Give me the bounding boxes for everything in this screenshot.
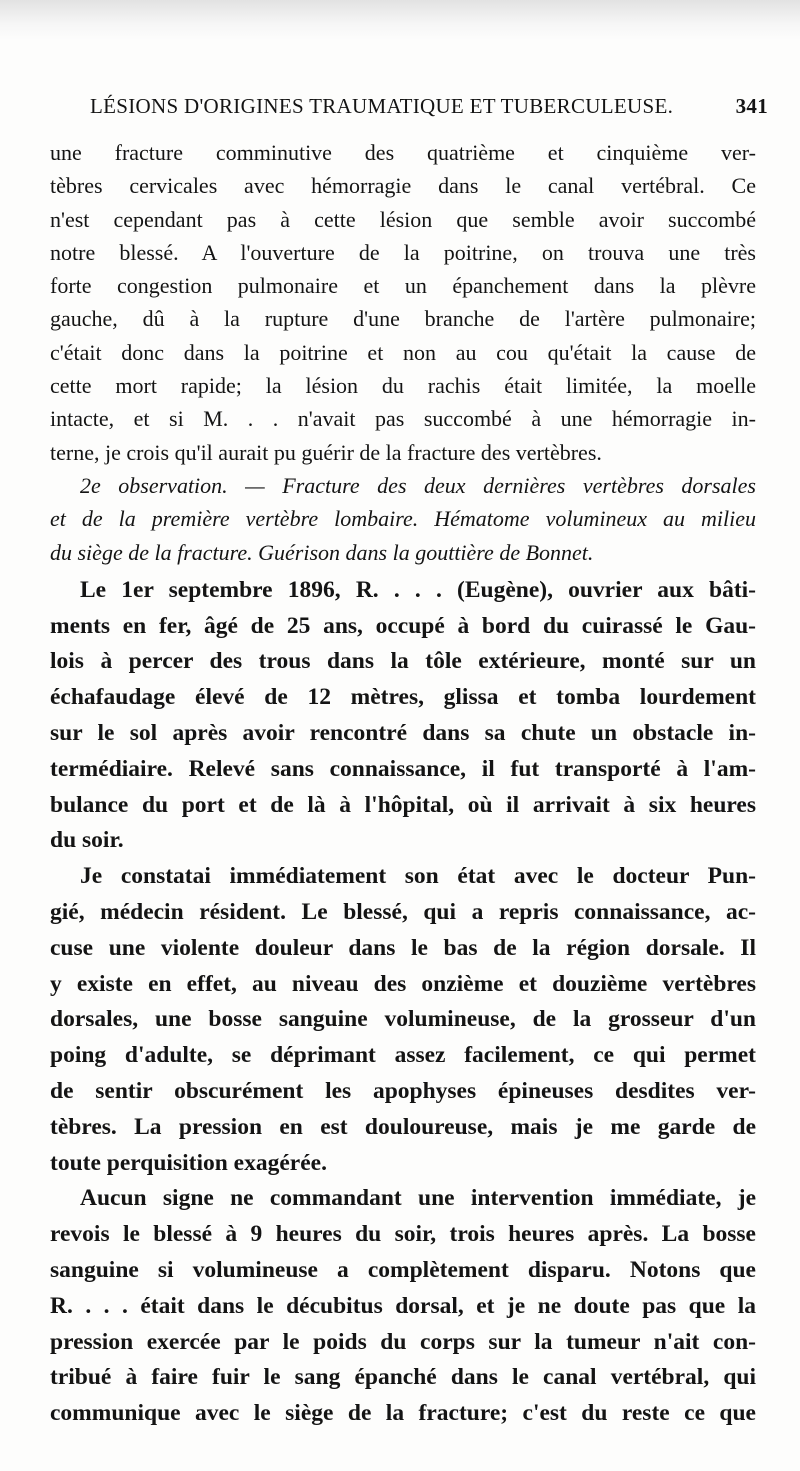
text-line: Je constatai immédiatement son état avec le docteur Pun- bbox=[80, 863, 756, 890]
text-line: revois le blessé à 9 heures du soir, trois heures après. La bosse bbox=[50, 1221, 756, 1248]
observation-heading: du siège de la fracture. Guérison dans la gouttière de Bonnet. bbox=[50, 539, 594, 565]
page-number: 341 bbox=[735, 94, 768, 118]
text-line: ments en fer, âgé de 25 ans, occupé à bord du cuirassé le Gau- bbox=[50, 612, 756, 639]
text-line: tèbres cervicales avec hémorragie dans le canal vertébral. Ce bbox=[50, 173, 756, 199]
text-line: R. . . . était dans le décubitus dorsal, et je ne doute pas que la bbox=[50, 1292, 756, 1319]
text-line: notre blessé. A l'ouverture de la poitrine, on trouva une très bbox=[50, 239, 756, 265]
text-line: termédiaire. Relevé sans connaissance, il fut transporté à l'am- bbox=[50, 755, 756, 782]
text-line: de sentir obscurément les apophyses épineuses desdites ver- bbox=[50, 1078, 756, 1105]
running-title: LÉSIONS D'ORIGINES TRAUMATIQUE ET TUBERCULEUSE. bbox=[90, 94, 674, 118]
text-line: n'est cependant pas à cette lésion que semble avoir succombé bbox=[50, 206, 756, 232]
text-line: cuse une violente douleur dans le bas de la région dorsale. Il bbox=[50, 934, 756, 961]
running-header bbox=[90, 94, 768, 119]
observation-heading: 2e observation. — Fracture des deux dernières vertèbres dorsales bbox=[80, 472, 756, 498]
text-line: poing d'adulte, se déprimant assez facilement, ce qui permet bbox=[50, 1042, 756, 1069]
text-line: Le 1er septembre 1896, R. . . . (Eugène), ouvrier aux bâti- bbox=[80, 576, 756, 603]
text-line: gié, médecin résident. Le blessé, qui a repris connaissance, ac- bbox=[50, 899, 756, 926]
text-line: bulance du port et de là à l'hôpital, où il arrivait à six heures bbox=[50, 791, 756, 818]
text-line: pression exercée par le poids du corps sur la tumeur n'ait con- bbox=[50, 1328, 756, 1355]
text-line: sur le sol après avoir rencontré dans sa chute un obstacle in- bbox=[50, 720, 756, 747]
text-line: du soir. bbox=[50, 827, 124, 854]
text-line: cette mort rapide; la lésion du rachis était limitée, la moelle bbox=[50, 373, 756, 399]
text-line: échafaudage élevé de 12 mètres, glissa et tomba lourdement bbox=[50, 684, 756, 711]
text-line: communique avec le siège de la fracture; c'est du reste ce que bbox=[50, 1400, 756, 1427]
observation-heading: et de la première vertèbre lombaire. Hématome volumineux au milieu bbox=[50, 506, 756, 532]
text-line: intacte, et si M. . . n'avait pas succombé à une hémorragie in- bbox=[50, 406, 756, 432]
text-line: une fracture comminutive des quatrième et cinquième ver- bbox=[50, 140, 756, 165]
page-top-shadow bbox=[0, 0, 800, 40]
text-line: lois à percer des trous dans la tôle extérieure, monté sur un bbox=[50, 648, 756, 675]
text-line: gauche, dû à la rupture d'une branche de l'artère pulmonaire; bbox=[50, 306, 756, 332]
text-line: tèbres. La pression en est douloureuse, mais je me garde de bbox=[50, 1113, 756, 1140]
text-line: sanguine si volumineuse a complètement disparu. Notons que bbox=[50, 1257, 756, 1283]
text-line: forte congestion pulmonaire et un épanchement dans la plèvre bbox=[50, 273, 756, 299]
text-line: terne, je crois qu'il aurait pu guérir de la fracture des vertèbres. bbox=[50, 439, 602, 465]
text-line: y existe en effet, au niveau des onzième et douzième vertèbres bbox=[50, 970, 756, 997]
text-line: dorsales, une bosse sanguine volumineuse, de la grosseur d'un bbox=[50, 1006, 756, 1033]
body-text bbox=[50, 136, 756, 1432]
text-line: c'était donc dans la poitrine et non au cou qu'était la cause de bbox=[50, 339, 756, 365]
text-line: Aucun signe ne commandant une intervention immédiate, je bbox=[80, 1185, 756, 1212]
text-line: toute perquisition exagérée. bbox=[50, 1149, 327, 1176]
text-line: tribué à faire fuir le sang épanché dans le canal vertébral, qui bbox=[50, 1364, 756, 1391]
